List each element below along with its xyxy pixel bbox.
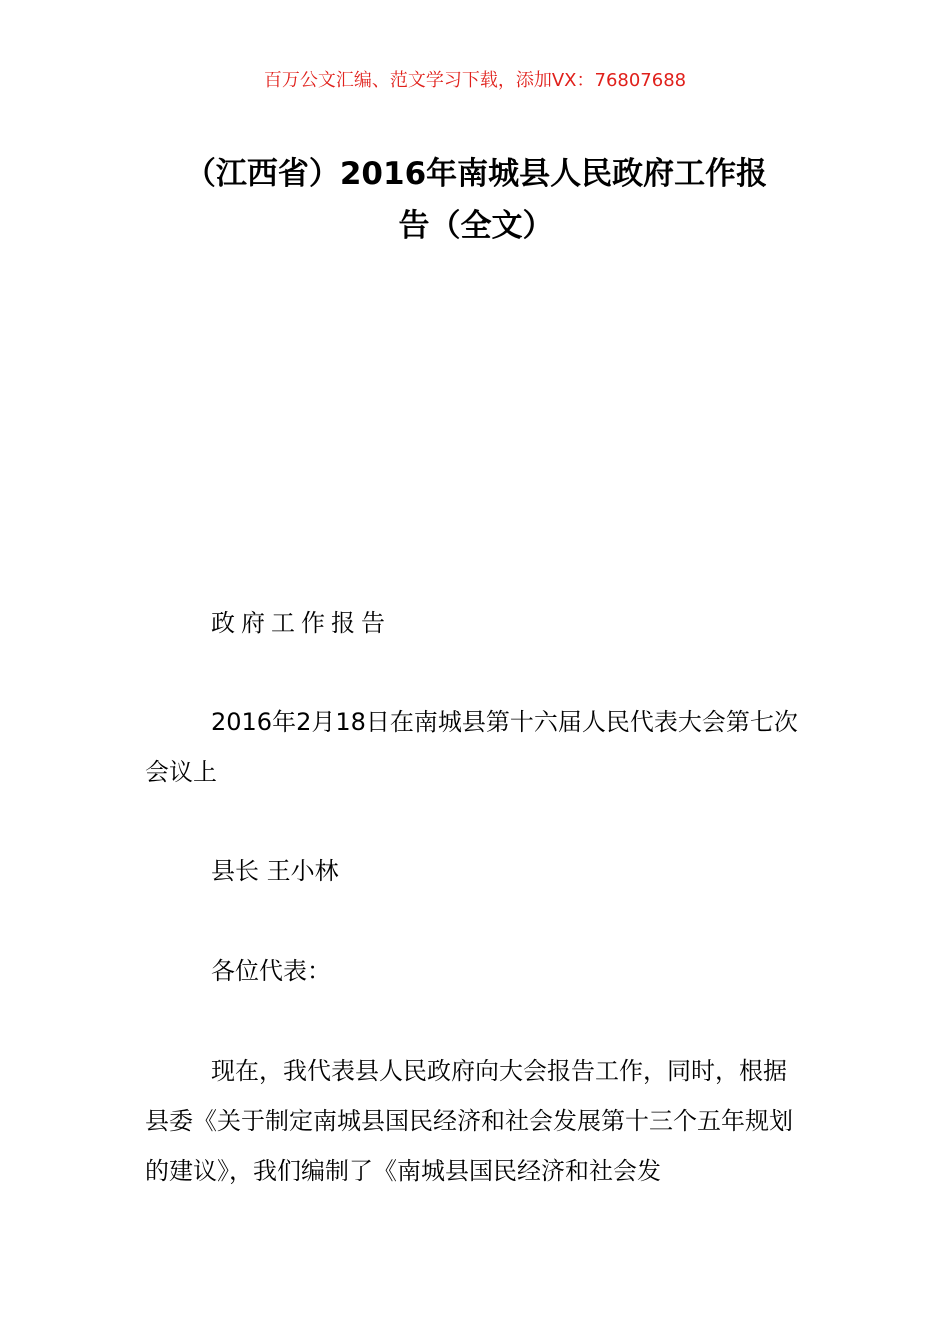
meeting-date-line: 2016年2月18日在南城县第十六届人民代表大会第七次会议上 [145,708,798,786]
speaker-line: 县长 王小林 [211,857,339,885]
document-title [145,148,807,252]
header-watermark-note: 百万公文汇编、范文学习下载，添加VX：76807688 [263,70,687,91]
report-heading: 政府工作报告 [211,609,391,637]
document-title-line-2: 告（全文） [398,208,554,244]
intro-paragraph: 现在，我代表县人民政府向大会报告工作，同时，根据县委《关于制定南城县国民经济和社会发展第十三个五年规划的建议》，我们编制了《南城县国民经济和社会发 [145,1057,793,1185]
document-title-line-1: （江西省）2016年南城县人民政府工作报 [184,156,768,192]
greeting-line: 各位代表： [211,957,331,985]
